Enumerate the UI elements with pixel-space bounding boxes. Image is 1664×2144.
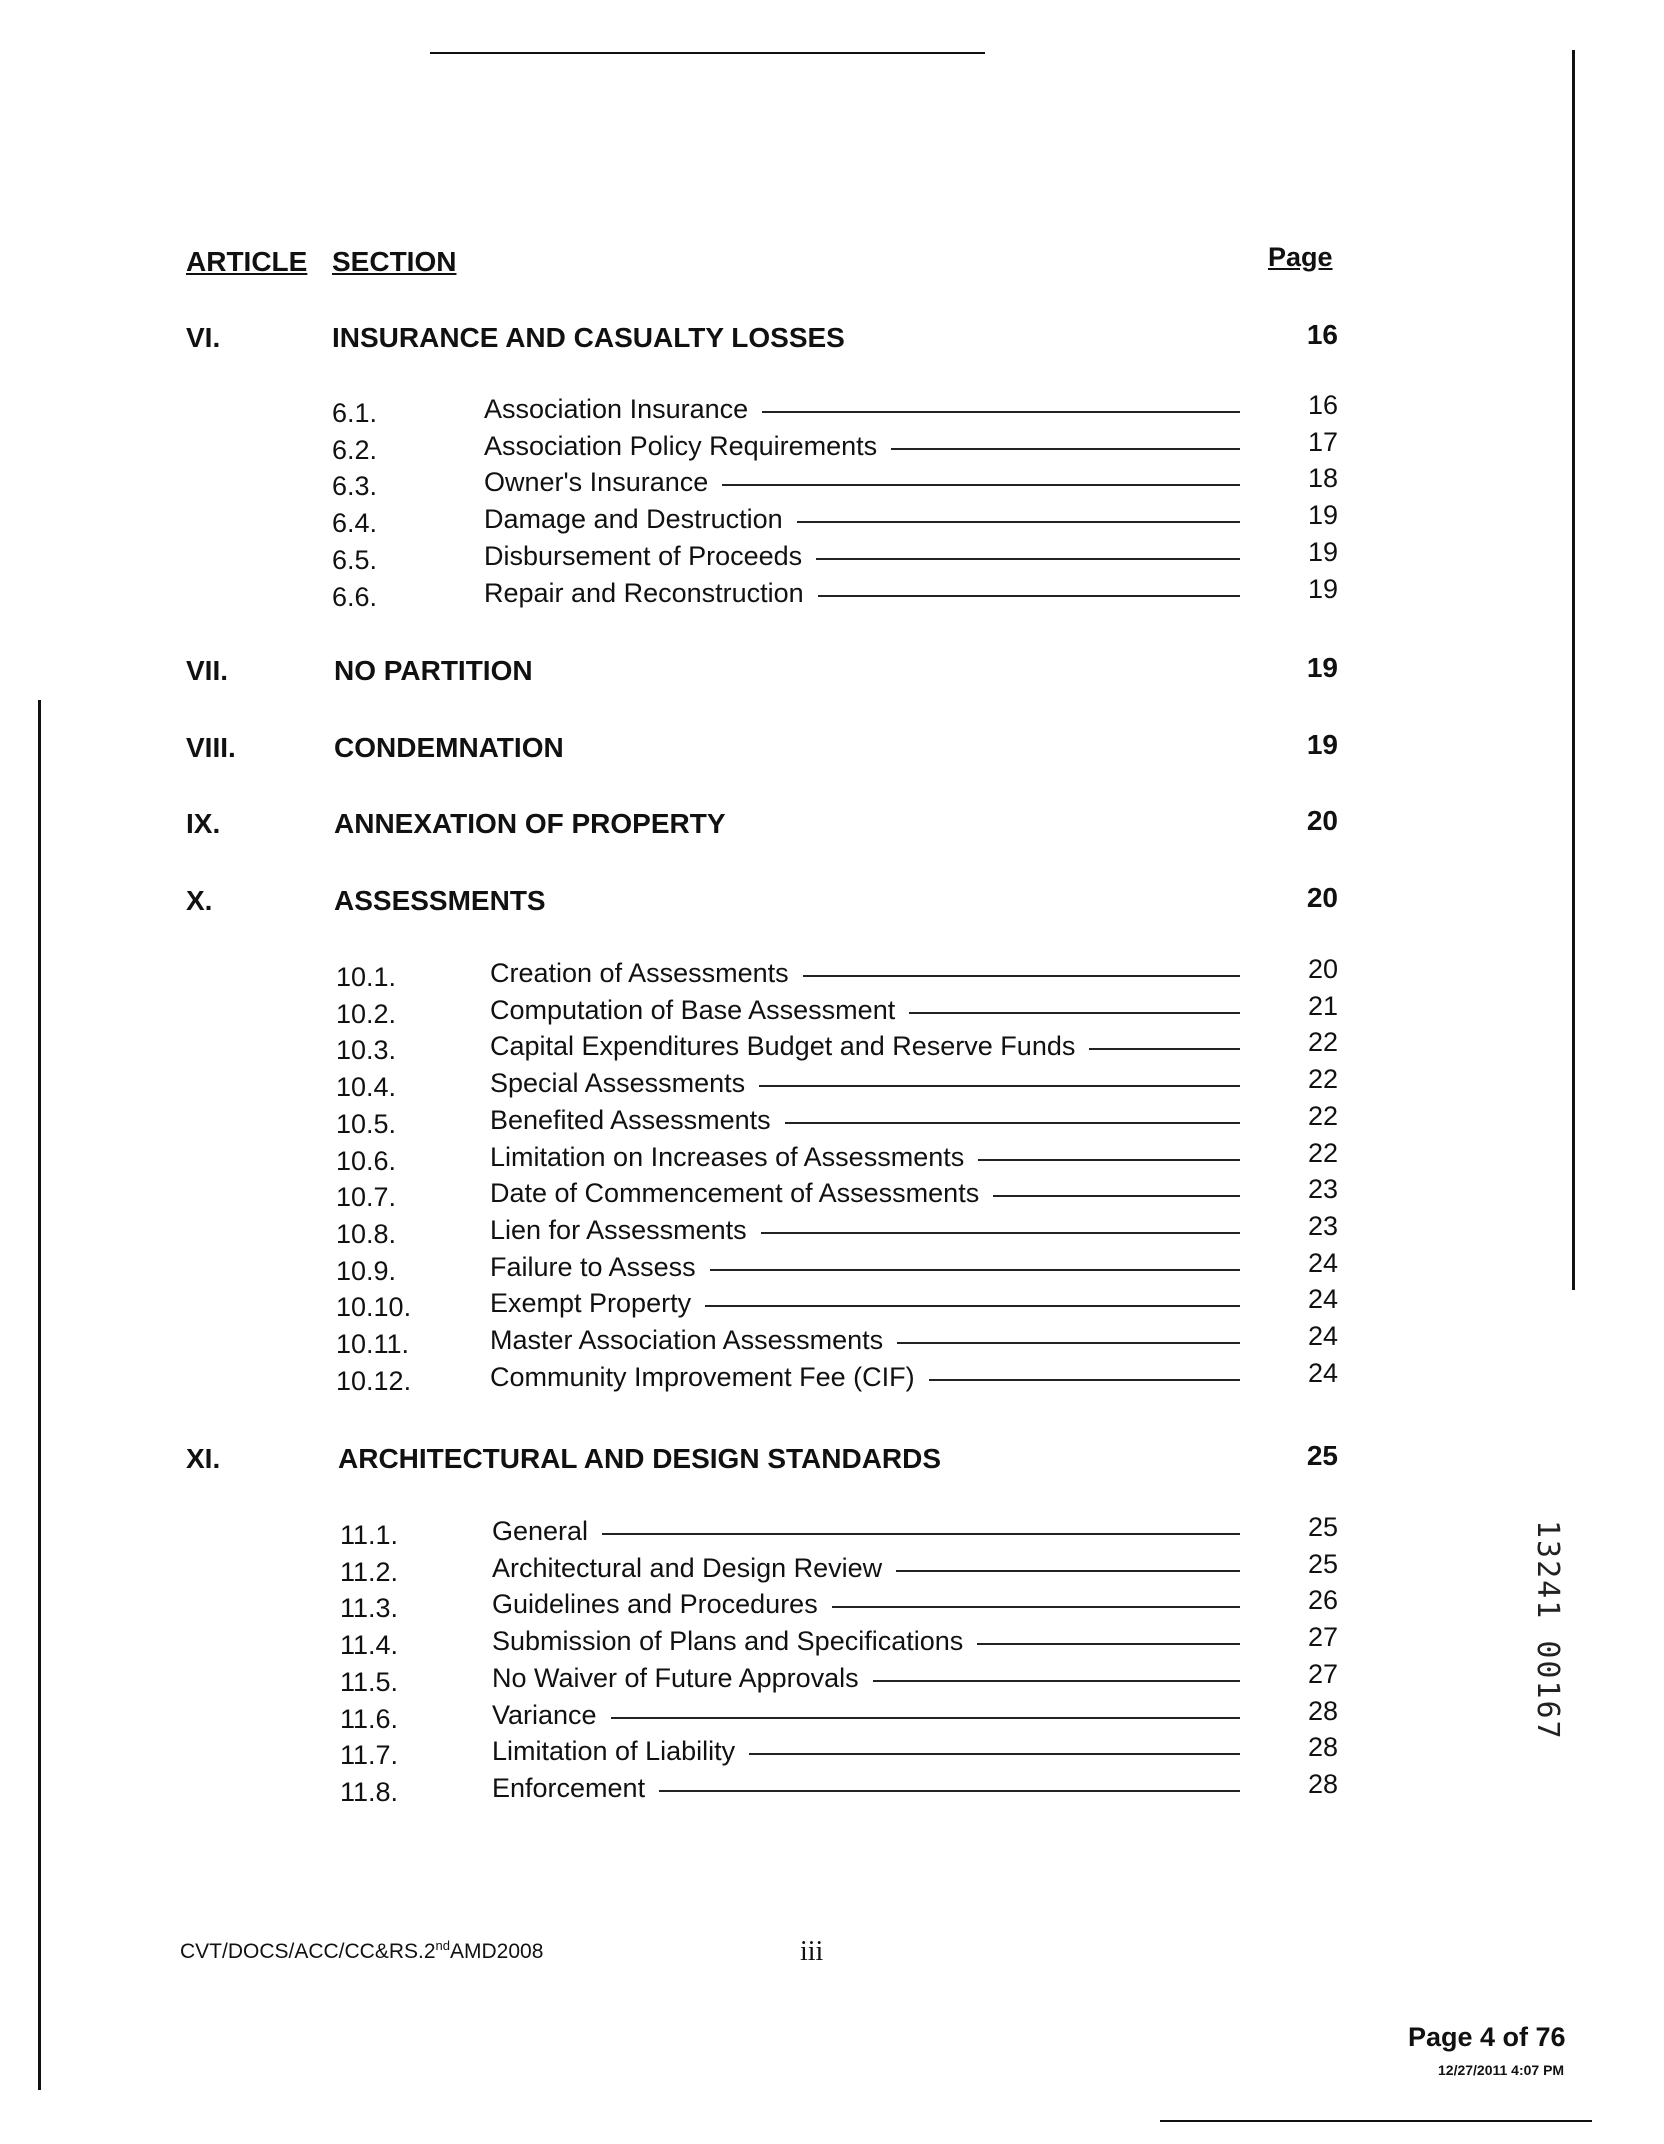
- section-title: Exempt Property: [490, 1288, 692, 1319]
- right-margin-rule: [1572, 50, 1575, 1290]
- section-number: 11.3.: [340, 1593, 399, 1624]
- section-number: 10.11.: [336, 1329, 410, 1359]
- section-number: 11.8.: [340, 1776, 399, 1807]
- section-title: Special Assessments: [490, 1068, 746, 1099]
- section-number: 11.6.: [340, 1703, 399, 1734]
- dot-leader-line: [1089, 1048, 1240, 1050]
- section-title: Enforcement: [492, 1772, 646, 1803]
- doc-path-prefix: CVT/DOCS/ACC/CC&RS.2: [180, 1940, 436, 1963]
- section-title: Community Improvement Fee (CIF): [490, 1361, 915, 1392]
- section-page-number: 28: [1307, 1768, 1338, 1799]
- section-number: 11.5.: [340, 1666, 399, 1697]
- section-title: Computation of Base Assessment: [490, 994, 896, 1025]
- section-page-number: 19: [1307, 536, 1338, 567]
- section-title: Repair and Reconstruction: [484, 577, 804, 608]
- dot-leader-line: [891, 448, 1240, 450]
- article-page-number: 19: [1306, 729, 1338, 760]
- recording-number-stamp: 13241 00167: [1530, 1520, 1565, 1741]
- dot-leader-line: [816, 558, 1240, 560]
- article-page-number: 19: [1306, 652, 1338, 683]
- article-number: VII.: [186, 655, 229, 686]
- article-number: XI.: [186, 1443, 221, 1474]
- section-header: SECTION: [332, 246, 457, 277]
- section-page-number: 21: [1307, 990, 1338, 1021]
- dot-leader-line: [759, 1085, 1240, 1087]
- section-title: Failure to Assess: [490, 1251, 696, 1282]
- section-number: 10.5.: [336, 1108, 397, 1139]
- section-number: 6.3.: [332, 471, 378, 502]
- article-title: ARCHITECTURAL AND DESIGN STANDARDS: [338, 1443, 942, 1474]
- article-page-number: 20: [1306, 882, 1338, 913]
- dot-leader-line: [873, 1680, 1240, 1682]
- section-page-number: 27: [1307, 1622, 1338, 1653]
- section-number: 6.1.: [332, 398, 378, 428]
- section-title: Association Policy Requirements: [484, 430, 878, 461]
- section-title: Capital Expenditures Budget and Reserve Funds: [490, 1031, 1076, 1062]
- section-number: 10.3.: [336, 1035, 397, 1066]
- section-title: No Waiver of Future Approvals: [492, 1662, 859, 1693]
- section-title: Date of Commencement of Assessments: [490, 1178, 980, 1209]
- dot-leader-line: [832, 1606, 1240, 1608]
- dot-leader-line: [602, 1533, 1240, 1535]
- section-page-number: 19: [1307, 500, 1338, 531]
- section-title: Creation of Assessments: [490, 958, 789, 988]
- section-number: 10.4.: [336, 1072, 397, 1103]
- article-title: NO PARTITION: [334, 655, 533, 686]
- section-title: Damage and Destruction: [484, 504, 783, 535]
- dot-leader-line: [722, 484, 1240, 486]
- section-page-number: 25: [1307, 1548, 1338, 1579]
- article-page-number: 16: [1306, 319, 1338, 350]
- section-page-number: 22: [1307, 1064, 1338, 1095]
- section-title: Disbursement of Proceeds: [484, 540, 803, 571]
- dot-leader-line: [710, 1269, 1240, 1271]
- section-number: 10.2.: [336, 998, 397, 1029]
- section-page-number: 28: [1307, 1695, 1338, 1726]
- section-title: Lien for Assessments: [490, 1214, 747, 1245]
- section-title: Limitation on Increases of Assessments: [490, 1141, 965, 1172]
- bottom-right-rule: [1160, 2120, 1592, 2122]
- dot-leader-line: [659, 1790, 1240, 1792]
- section-number: 10.9.: [336, 1255, 397, 1286]
- article-title: ANNEXATION OF PROPERTY: [334, 808, 726, 839]
- dot-leader-line: [896, 1570, 1240, 1572]
- section-title: Owner's Insurance: [484, 467, 709, 498]
- article-title: ASSESSMENTS: [334, 885, 546, 916]
- article-page-number: 20: [1306, 805, 1338, 836]
- article-title: CONDEMNATION: [334, 732, 564, 763]
- dot-leader-line: [762, 411, 1240, 413]
- section-number: 6.4.: [332, 508, 378, 539]
- dot-leader-line: [818, 595, 1240, 597]
- document-path: [180, 1938, 543, 1964]
- dot-leader-line: [785, 1122, 1240, 1124]
- section-title: Submission of Plans and Specifications: [492, 1626, 964, 1657]
- section-page-number: 24: [1307, 1357, 1338, 1388]
- article-number: X.: [186, 885, 213, 916]
- section-page-number: 17: [1307, 426, 1338, 457]
- article-number: IX.: [186, 808, 221, 839]
- section-page-number: 16: [1307, 390, 1338, 420]
- section-title: Association Insurance: [484, 394, 749, 424]
- print-timestamp: 12/27/2011 4:07 PM: [1438, 2062, 1565, 2078]
- section-number: 11.2.: [340, 1556, 399, 1587]
- article-page-number: 25: [1306, 1440, 1338, 1471]
- dot-leader-line: [611, 1717, 1240, 1719]
- article-title: INSURANCE AND CASUALTY LOSSES: [332, 322, 845, 353]
- section-page-number: 27: [1307, 1658, 1338, 1689]
- section-page-number: 24: [1307, 1247, 1338, 1278]
- section-title: General: [492, 1516, 589, 1546]
- dot-leader-line: [929, 1379, 1240, 1381]
- dot-leader-line: [705, 1305, 1240, 1307]
- left-margin-rule: [38, 700, 41, 2090]
- dot-leader-line: [978, 1159, 1240, 1161]
- section-page-number: 24: [1307, 1284, 1338, 1315]
- dot-leader-line: [993, 1195, 1240, 1197]
- dot-leader-line: [797, 521, 1240, 523]
- section-page-number: 25: [1307, 1512, 1338, 1542]
- section-number: 6.6.: [332, 581, 378, 612]
- section-title: Limitation of Liability: [492, 1736, 736, 1767]
- section-number: 11.1.: [340, 1520, 399, 1550]
- section-number: 6.2.: [332, 434, 378, 465]
- section-page-number: 26: [1307, 1585, 1338, 1616]
- section-page-number: 22: [1307, 1137, 1338, 1168]
- dot-leader-line: [909, 1012, 1240, 1014]
- section-number: 10.6.: [336, 1145, 397, 1176]
- section-title: Architectural and Design Review: [492, 1552, 883, 1583]
- dot-leader-line: [977, 1643, 1240, 1645]
- page-header: Page: [1268, 242, 1333, 272]
- dot-leader-line: [749, 1753, 1240, 1755]
- section-number: 10.8.: [336, 1218, 397, 1249]
- doc-path-superscript: nd: [435, 1938, 451, 1953]
- page-of-total: Page 4 of 76: [1408, 2022, 1566, 2052]
- article-number: VI.: [186, 322, 221, 353]
- section-page-number: 24: [1307, 1321, 1338, 1351]
- top-rule: [430, 52, 985, 54]
- section-title: Guidelines and Procedures: [492, 1589, 818, 1620]
- section-number: 10.12.: [336, 1365, 412, 1396]
- section-page-number: 28: [1307, 1732, 1338, 1763]
- section-number: 10.10.: [336, 1292, 412, 1323]
- section-number: 6.5.: [332, 544, 378, 575]
- section-title: Benefited Assessments: [490, 1104, 771, 1135]
- section-title: Master Association Assessments: [490, 1325, 884, 1355]
- section-page-number: 23: [1307, 1174, 1338, 1205]
- section-page-number: 22: [1307, 1100, 1338, 1131]
- section-number: 10.7.: [336, 1182, 397, 1213]
- dot-leader-line: [803, 975, 1240, 977]
- section-page-number: 18: [1307, 463, 1338, 494]
- section-page-number: 22: [1307, 1027, 1338, 1058]
- dot-leader-line: [761, 1232, 1240, 1234]
- section-title: Variance: [492, 1699, 597, 1730]
- doc-path-suffix: AMD2008: [450, 1940, 544, 1963]
- dot-leader-line: [897, 1342, 1240, 1344]
- article-header: ARTICLE: [186, 246, 308, 277]
- section-number: 11.7.: [340, 1740, 399, 1771]
- article-number: VIII.: [186, 732, 236, 763]
- section-page-number: 19: [1307, 573, 1338, 604]
- section-page-number: 23: [1307, 1210, 1338, 1241]
- section-number: 10.1.: [336, 962, 397, 992]
- section-number: 11.4.: [340, 1630, 399, 1661]
- section-page-number: 20: [1307, 954, 1338, 984]
- roman-page-number: iii: [800, 1936, 824, 1967]
